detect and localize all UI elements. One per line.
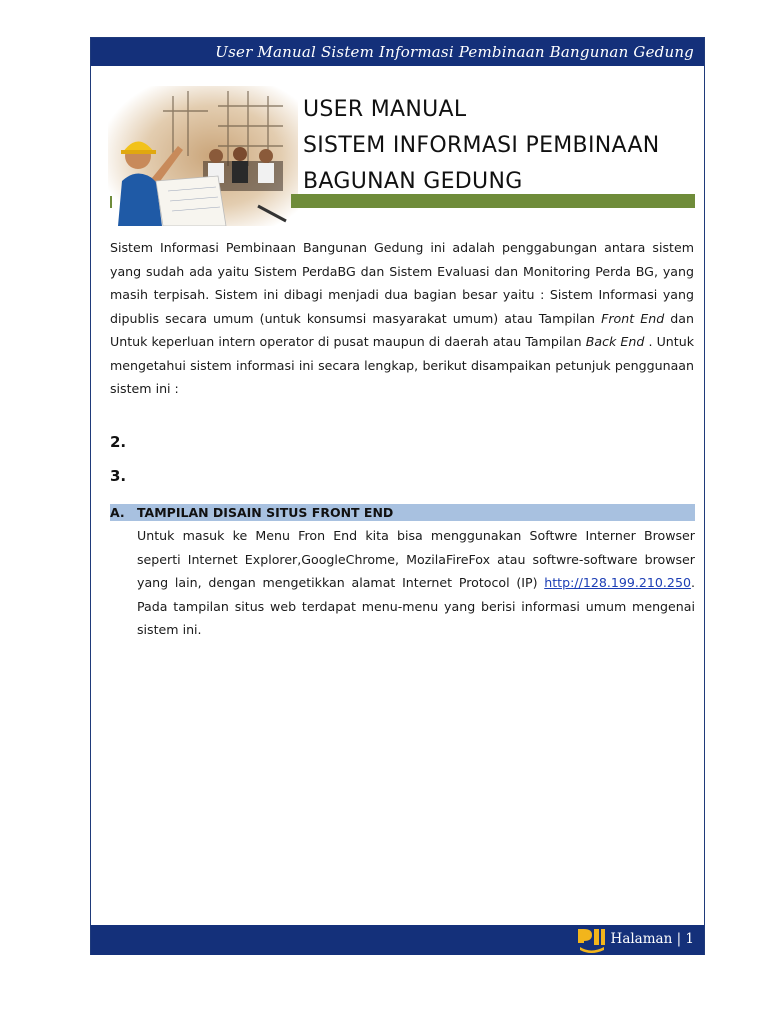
- list-number-2: 2.: [110, 433, 127, 451]
- back-end-term: Back End: [585, 334, 645, 349]
- document-title: [303, 92, 703, 200]
- document-page: [90, 37, 705, 955]
- front-end-term: Front End: [601, 310, 665, 326]
- header-band: [91, 38, 704, 66]
- section-heading-bar: [110, 504, 695, 521]
- title-line-1: USER MANUAL: [303, 97, 467, 122]
- page-number: Halaman | 1: [610, 931, 694, 947]
- intro-text-3: . Untuk mengetahui sistem informasi ini secara lengkap, berikut disampaikan petunjuk penggunaan sistem ini :: [110, 334, 695, 396]
- header-divider: [91, 66, 704, 67]
- section-text-2: . Pada tampilan situs web terdapat menu-menu yang berisi informasi umum mengenai sistem ini.: [137, 575, 695, 637]
- intro-text-1: Sistem Informasi Pembinaan Bangunan Gedung ini adalah penggabungan antara sistem yang sudah ada yaitu Sistem PerdaBG dan Sistem Evaluasi dan Monitoring Perda BG, yang masih terpisah. Sistem ini dibagi menjadi dua bagian besar yaitu : Sistem Informasi yang dipublis secara umum (untuk konsumsi masyarakat umum) atau Tampilan: [110, 240, 694, 326]
- section-paragraph: [137, 524, 695, 642]
- ip-address-link[interactable]: http://128.199.210.250: [544, 575, 691, 590]
- intro-text-2: dan Untuk keperluan intern operator di pusat maupun di daerah atau Tampilan: [110, 310, 694, 349]
- accent-tick: [110, 196, 112, 208]
- section-text-1: Untuk masuk ke Menu Fron End kita bisa menggunakan Softwre Interner Browser seperti Internet Explorer,GoogleChrome, MozilaFireFox atau softwre-software browser yang lain, dengan mengetikkan alamat Internet Protocol (IP): [137, 528, 695, 590]
- title-line-3: BAGUNAN GEDUNG: [303, 169, 523, 194]
- pu-logo-icon: [576, 927, 606, 953]
- footer-band: [91, 925, 704, 955]
- section-letter: A.: [110, 505, 125, 520]
- list-number-3: 3.: [110, 467, 127, 485]
- title-line-2: SISTEM INFORMASI PEMBINAAN: [303, 133, 660, 158]
- section-title: TAMPILAN DISAIN SITUS FRONT END: [137, 505, 394, 520]
- intro-paragraph: [110, 236, 694, 401]
- running-title: User Manual Sistem Informasi Pembinaan Bangunan Gedung: [215, 43, 694, 61]
- construction-workers-photo: [108, 86, 298, 226]
